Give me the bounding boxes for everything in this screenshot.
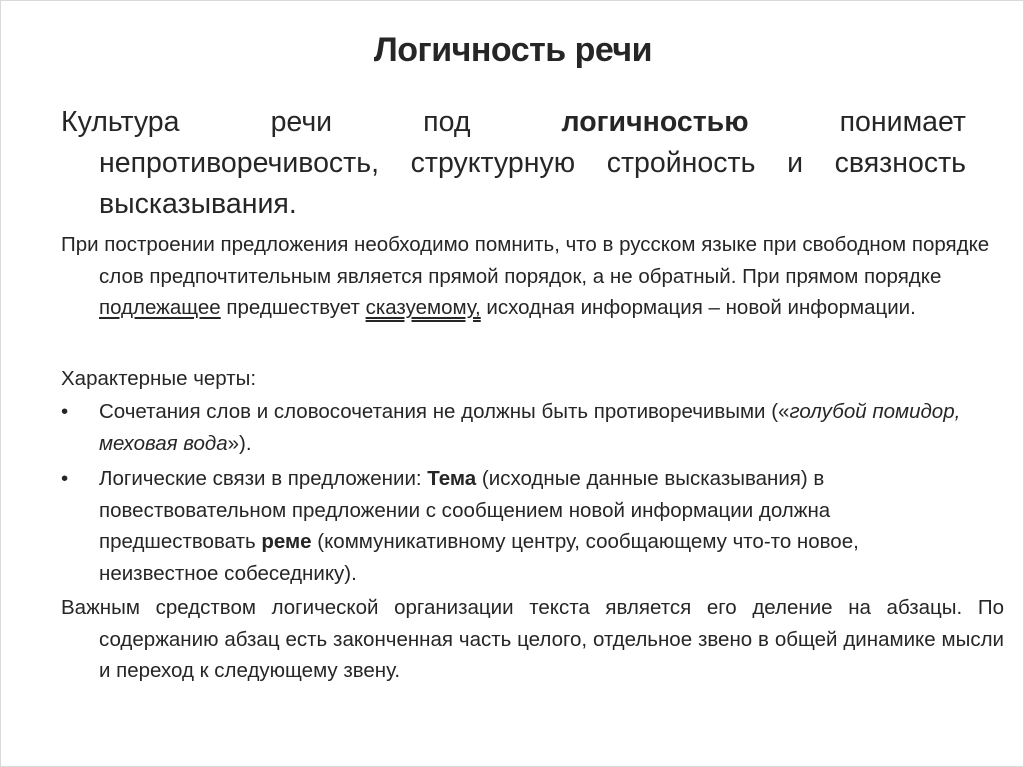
subject-term: подлежащее [99,296,221,319]
rheme-term: реме [261,530,312,553]
bullet-text [99,463,966,589]
example-italic: голубой помидор, меховая вода [99,400,961,455]
intro-word: Культура [61,106,180,138]
text-run: »). [227,431,252,455]
intro-paragraph [61,102,966,225]
bullet-marker: • [61,467,69,490]
text-run: При построении предложения необходимо помнить, что в русском языке при свободном порядке слов предпочтительным является прямой порядок, а не обратный. При прямом порядке [61,233,990,288]
intro-first-line [61,102,966,143]
slide-title: Логичность речи [373,31,653,69]
intro-rest: непротиворечивость, структурную стройность и связность высказывания. [99,147,966,220]
intro-word: под [423,106,471,138]
intro-word: понимает [839,106,966,138]
text-run: « [778,400,790,423]
text-run: Сочетания слов и словосочетания не должны быть противоречивыми ( [99,400,779,423]
paragraphs-note: Важным средством логической организации текста является его деление на абзацы. По содержанию абзац есть законченная часть целого, отдельное звено в общей динамике мысли и переход к следующему звену. [61,596,1004,682]
predicate-term: сказуемому, [365,296,481,319]
bullet-text [99,396,966,459]
text-run: (коммуникативному центру, сообщающему что-то новое, неизвестное собеседнику). [99,530,859,585]
bullet-item [61,396,966,459]
word-order-paragraph [61,229,1004,324]
text-run: Логические связи в предложении: [99,467,428,490]
features-heading: Характерные черты: [61,367,257,390]
theme-term: Тема [427,467,477,490]
bullet-marker: • [61,400,69,423]
text-run: (исходные данные высказывания) в повествовательном предложении с сообщением новой информации должна предшествовать [99,467,831,553]
text-run: предшествует [220,296,366,319]
intro-keyword: логичностью [561,106,749,138]
bullet-item [61,463,966,589]
text-run: исходная информация – новой информации. [480,296,916,319]
intro-word: речи [270,106,333,138]
